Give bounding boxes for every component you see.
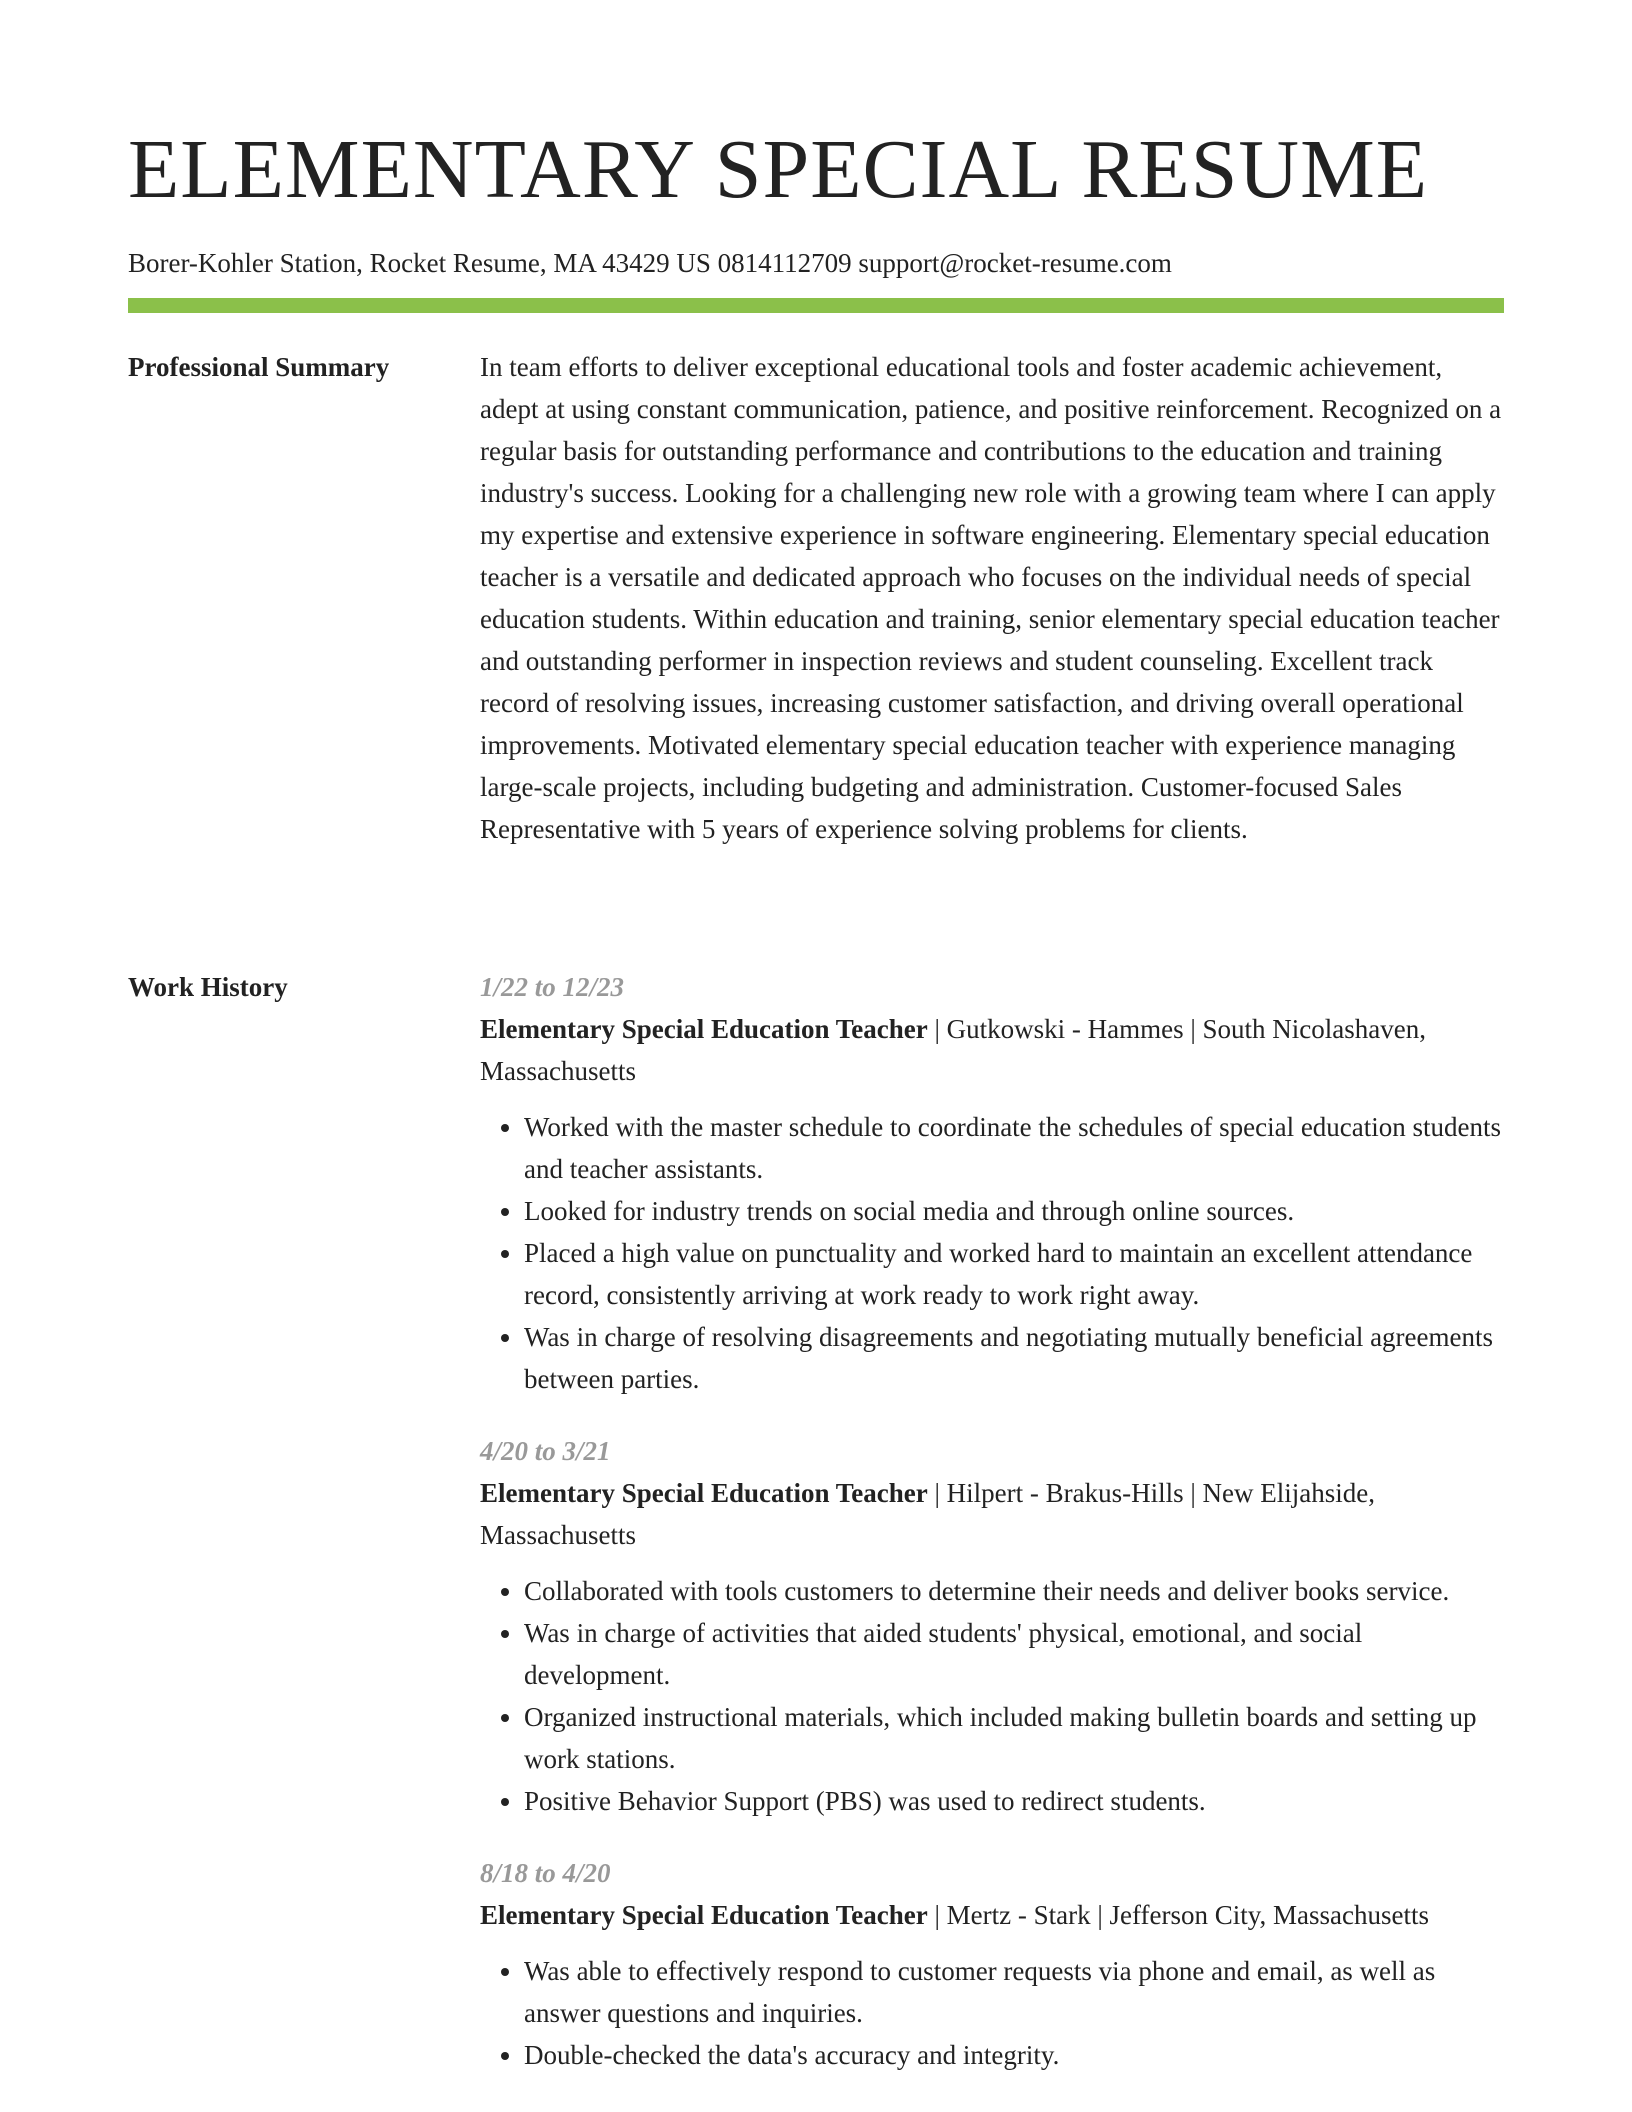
- work-content: [480, 966, 1504, 2106]
- job-bullet: • Was able to effectively respond to customer requests via phone and email, as well as answer questions and inquiries.: [524, 1950, 1504, 2034]
- job-title-line: [480, 1472, 1504, 1556]
- job-details: | Mertz - Stark | Jefferson City, Massachusetts: [927, 1900, 1429, 1930]
- accent-divider: [128, 298, 1504, 313]
- job-bullet: • Positive Behavior Support (PBS) was used to redirect students.: [524, 1780, 1504, 1822]
- job-bullet: • Was in charge of activities that aided students' physical, emotional, and social development.: [524, 1612, 1504, 1696]
- job-details: | Hilpert - Brakus-Hills | New Elijahside, Massachusetts: [480, 1478, 1375, 1550]
- resume-title: ELEMENTARY SPECIAL RESUME: [128, 123, 1429, 216]
- job-bullet: • Placed a high value on punctuality and worked hard to maintain an excellent attendance record, consistently arriving at work ready to work right away.: [524, 1232, 1504, 1316]
- job-dates: 8/18 to 4/20: [480, 1858, 611, 1888]
- section-label-work: Work History: [128, 972, 288, 1002]
- job-bullets: [480, 1106, 1504, 1400]
- resume-header: [128, 120, 1504, 313]
- summary-text: In team efforts to deliver exceptional educational tools and foster academic achievement, adept at using constant communication, patience, and positive reinforcement. Recognized on a regular basis for outstanding performance and contributions to the education and training industry's success. Looking for a challenging new role with a growing team where I can apply my expertise and extensive experience in software engineering. Elementary special education teacher is a versatile and dedicated approach who focuses on the individual needs of special education students. Within education and training, senior elementary special education teacher and outstanding performer in inspection reviews and student counseling. Excellent track record of resolving issues, increasing customer satisfaction, and driving overall operational improvements. Motivated elementary special education teacher with experience managing large-scale projects, including budgeting and administration. Customer-focused Sales Representative with 5 years of experience solving problems for clients.: [480, 352, 1502, 844]
- job-role: Elementary Special Education Teacher: [480, 1478, 928, 1508]
- job-bullet: • Worked with the master schedule to coordinate the schedules of special education students and teacher assistants.: [524, 1106, 1504, 1190]
- job-entry: [480, 1430, 1504, 1822]
- contact-line: Borer-Kohler Station, Rocket Resume, MA 43429 US 0814112709 support@rocket-resume.com: [128, 248, 1172, 278]
- job-entry: [480, 966, 1504, 1400]
- job-bullet: • Looked for industry trends on social media and through online sources.: [524, 1190, 1504, 1232]
- summary-content: [480, 346, 1504, 850]
- job-bullets: [480, 1570, 1504, 1822]
- job-bullet: • Organized instructional materials, which included making bulletin boards and setting up work stations.: [524, 1696, 1504, 1780]
- job-entry: [480, 1852, 1504, 2076]
- section-label-summary: Professional Summary: [128, 352, 390, 382]
- job-role: Elementary Special Education Teacher: [480, 1900, 928, 1930]
- job-dates: 4/20 to 3/21: [480, 1436, 611, 1466]
- job-dates: 1/22 to 12/23: [480, 972, 625, 1002]
- job-bullet: • Collaborated with tools customers to determine their needs and deliver books service.: [524, 1570, 1504, 1612]
- job-role: Elementary Special Education Teacher: [480, 1014, 928, 1044]
- job-bullet: • Double-checked the data's accuracy and integrity.: [524, 2034, 1504, 2076]
- job-title-line: [480, 1894, 1504, 1936]
- job-bullet: • Was in charge of resolving disagreements and negotiating mutually beneficial agreements between parties.: [524, 1316, 1504, 1400]
- job-bullets: [480, 1950, 1504, 2076]
- job-title-line: [480, 1008, 1504, 1092]
- job-details: | Gutkowski - Hammes | South Nicolashaven, Massachusetts: [480, 1014, 1426, 1086]
